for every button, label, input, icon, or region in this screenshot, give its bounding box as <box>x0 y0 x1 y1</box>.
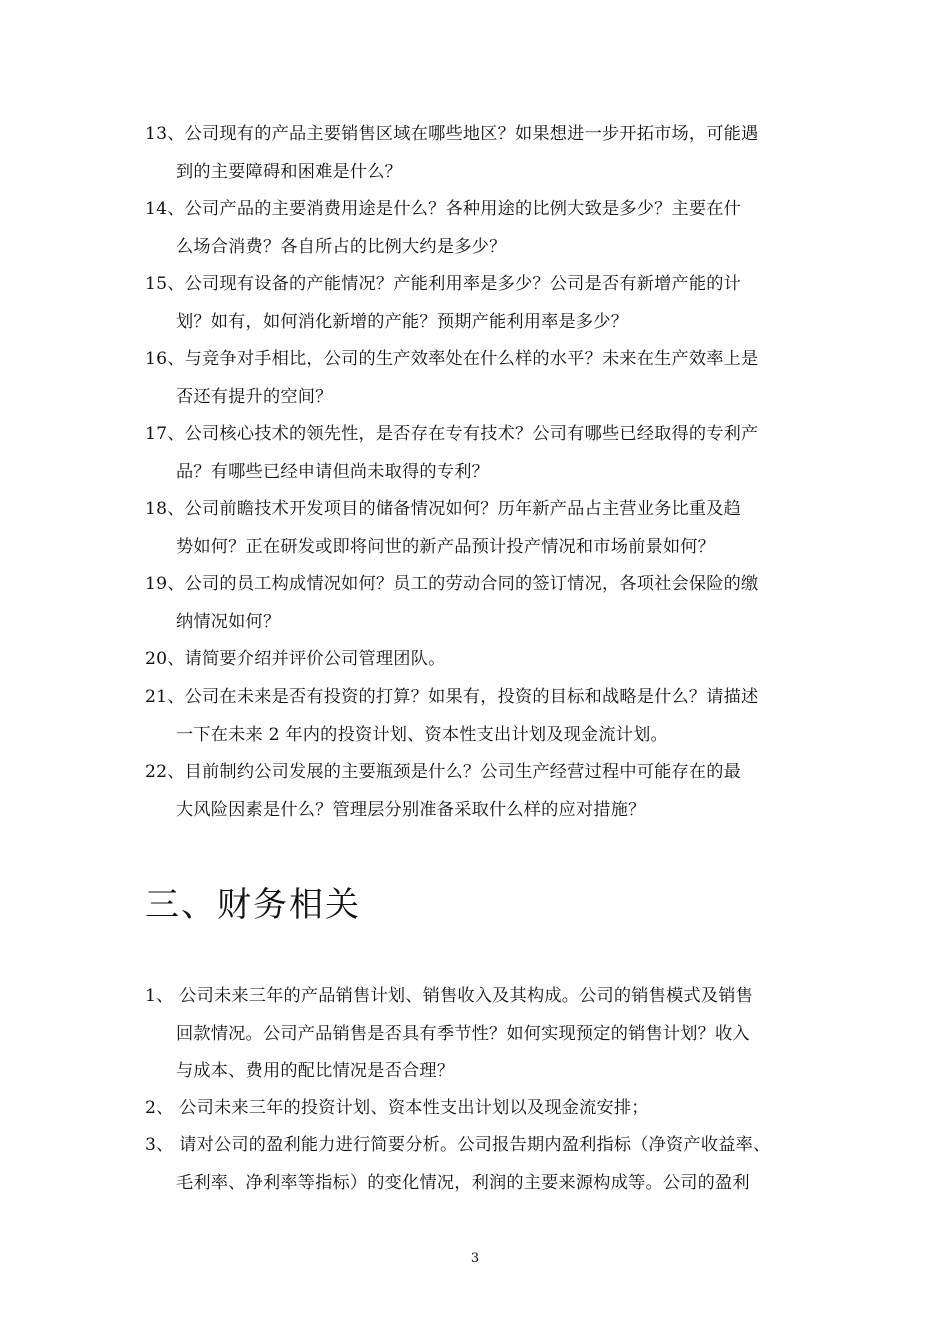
question-17 <box>145 416 815 491</box>
page-number: 3 <box>470 1251 480 1266</box>
question-line: 回款情况。公司产品销售是否具有季节性？如何实现预定的销售计划？收入 <box>176 1023 750 1044</box>
question-line: 纳情况如何？ <box>176 611 281 632</box>
question-line: 2、 公司未来三年的投资计划、资本性支出计划以及现金流安排； <box>145 1098 649 1118</box>
question-line: 毛利率、净利率等指标）的变化情况，利润的主要来源构成等。公司的盈利 <box>176 1172 750 1193</box>
question-line: 势如何？正在研发或即将问世的新产品预计投产情况和市场前景如何？ <box>176 536 716 557</box>
question-line: 品？有哪些已经申请但尚未取得的专利？ <box>176 461 489 482</box>
question-line: 15、公司现有设备的产能情况？产能利用率是多少？公司是否有新增产能的计 <box>145 274 742 294</box>
question-line: 1、 公司未来三年的产品销售计划、销售收入及其构成。公司的销售模式及销售 <box>145 986 753 1006</box>
question-14 <box>145 191 815 266</box>
question-20 <box>145 641 815 679</box>
question-line: 大风险因素是什么？管理层分别准备采取什么样的应对措施？ <box>176 799 646 820</box>
question-line: 与成本、费用的配比情况是否合理？ <box>176 1061 455 1081</box>
question-18 <box>145 491 815 566</box>
question-line: 14、公司产品的主要消费用途是什么？各种用途的比例大致是多少？主要在什 <box>145 199 742 219</box>
question-21 <box>145 679 815 754</box>
section-heading: 三、财务相关 <box>145 885 361 925</box>
question-line: 21、公司在未来是否有投资的打算？如果有，投资的目标和战略是什么？请描述 <box>145 687 759 707</box>
question-22 <box>145 754 815 829</box>
question-16 <box>145 341 815 416</box>
question-line: 19、公司的员工构成情况如何？员工的劳动合同的签订情况，各项社会保险的缴 <box>145 574 759 594</box>
question-3 <box>145 1127 815 1202</box>
question-line: 3、 请对公司的盈利能力进行简要分析。公司报告期内盈利指标（净资产收益率、 <box>145 1135 771 1155</box>
question-1 <box>145 978 815 1091</box>
question-line: 一下在未来 2 年内的投资计划、资本性支出计划及现金流计划。 <box>176 724 668 745</box>
question-line: 划？如有，如何消化新增的产能？预期产能利用率是多少？ <box>176 311 629 332</box>
question-line: 么场合消费？各自所占的比例大约是多少？ <box>176 236 507 257</box>
question-line: 20、请简要介绍并评价公司管理团队。 <box>145 649 446 669</box>
question-line: 否还有提升的空间？ <box>176 386 333 407</box>
question-line: 到的主要障碍和困难是什么？ <box>176 161 403 182</box>
question-15 <box>145 266 815 341</box>
question-13 <box>145 116 815 191</box>
question-line: 18、公司前瞻技术开发项目的储备情况如何？历年新产品占主营业务比重及趋 <box>145 499 742 519</box>
question-line: 22、目前制约公司发展的主要瓶颈是什么？公司生产经营过程中可能存在的最 <box>145 762 742 782</box>
question-2 <box>145 1090 815 1128</box>
question-19 <box>145 566 815 641</box>
question-line: 13、公司现有的产品主要销售区域在哪些地区？如果想进一步开拓市场，可能遇 <box>145 124 759 144</box>
question-line: 17、公司核心技术的领先性，是否存在专有技术？公司有哪些已经取得的专利产 <box>145 424 759 444</box>
question-line: 16、与竞争对手相比，公司的生产效率处在什么样的水平？未来在生产效率上是 <box>145 349 759 369</box>
